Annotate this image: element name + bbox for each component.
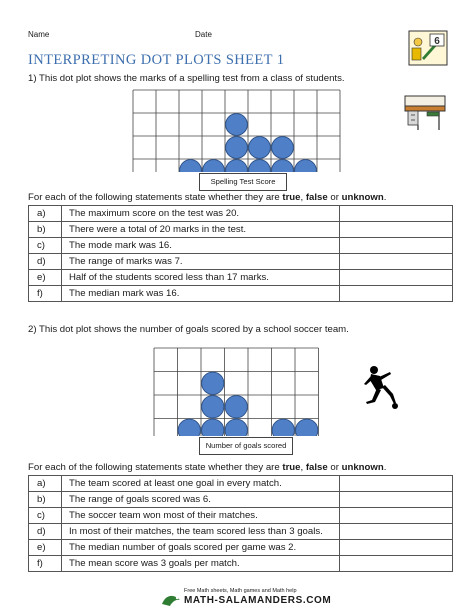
dot-plot-spelling-scores [125, 86, 355, 172]
statement-row [29, 524, 453, 540]
q2-answer-cell[interactable] [340, 556, 453, 572]
dot-mark [180, 160, 202, 172]
axis-caption-spelling: Spelling Test Score [199, 173, 287, 191]
statement-label: b) [29, 222, 62, 238]
statement-row [29, 222, 453, 238]
statement-label: f) [29, 286, 62, 302]
q1-answer-cell[interactable] [340, 206, 453, 222]
school-desk-icon [403, 94, 449, 134]
page-title: INTERPRETING DOT PLOTS SHEET 1 [28, 52, 285, 68]
q1-answer-cell[interactable] [340, 286, 453, 302]
dot-mark [226, 137, 248, 159]
statement-text: The range of goals scored was 6. [62, 492, 340, 508]
salamander-logo-icon [160, 590, 182, 610]
dot-mark [202, 372, 224, 394]
q1-answer-cell[interactable] [340, 270, 453, 286]
footer-logo[interactable] [160, 588, 350, 610]
dot-plot-goals-scored [150, 344, 325, 436]
dot-mark [226, 114, 248, 136]
statement-text: The maximum score on the test was 20. [62, 206, 340, 222]
axis-caption-goals: Number of goals scored [199, 437, 293, 455]
dot-mark [272, 137, 294, 159]
statement-text: Half of the students scored less than 17 marks. [62, 270, 340, 286]
q1-answer-cell[interactable] [340, 238, 453, 254]
question-2-instruction: For each of the following statements state whether they are true, false or unknown. [28, 462, 387, 473]
statement-label: a) [29, 206, 62, 222]
dot-mark [178, 419, 200, 436]
statement-label: e) [29, 540, 62, 556]
dot-mark [203, 160, 225, 172]
statement-row [29, 254, 453, 270]
dot-mark [249, 160, 271, 172]
statement-row [29, 286, 453, 302]
dot-mark [272, 419, 294, 436]
statement-row [29, 508, 453, 524]
statement-text: The median number of goals scored per game was 2. [62, 540, 340, 556]
dot-mark [202, 396, 224, 418]
q1-answer-cell[interactable] [340, 222, 453, 238]
statement-text: The team scored at least one goal in every match. [62, 476, 340, 492]
statement-text: The mean score was 3 goals per match. [62, 556, 340, 572]
q2-answer-cell[interactable] [340, 540, 453, 556]
date-label: Date [195, 30, 212, 39]
dot-mark [249, 137, 271, 159]
statement-row [29, 270, 453, 286]
statement-label: c) [29, 238, 62, 254]
dot-mark [225, 419, 247, 436]
dot-mark [226, 160, 248, 172]
statement-label: c) [29, 508, 62, 524]
dot-mark [296, 419, 318, 436]
question-1-instruction: For each of the following statements state whether they are true, false or unknown. [28, 192, 387, 203]
question-2-prompt: 2) This dot plot shows the number of goals scored by a school soccer team. [28, 324, 349, 335]
statement-row [29, 238, 453, 254]
statements-table-1 [28, 205, 453, 302]
soccer-player-silhouette-icon [362, 364, 402, 410]
statement-label: a) [29, 476, 62, 492]
q2-answer-cell[interactable] [340, 524, 453, 540]
statement-label: f) [29, 556, 62, 572]
dot-mark [272, 160, 294, 172]
grade-badge-number: 6 [434, 36, 440, 47]
statement-label: b) [29, 492, 62, 508]
statement-row [29, 540, 453, 556]
statement-text: The range of marks was 7. [62, 254, 340, 270]
statement-label: d) [29, 524, 62, 540]
q2-answer-cell[interactable] [340, 476, 453, 492]
statement-text: In most of their matches, the team scored less than 3 goals. [62, 524, 340, 540]
statement-text: There were a total of 20 marks in the test. [62, 222, 340, 238]
statement-label: e) [29, 270, 62, 286]
footer-tagline: Free Math sheets, Math games and Math help [184, 588, 297, 594]
statement-text: The mode mark was 16. [62, 238, 340, 254]
footer-logo-text: MATH-SALAMANDERS.COM [184, 595, 332, 606]
statements-table-2 [28, 475, 453, 572]
dot-mark [225, 396, 247, 418]
q2-answer-cell[interactable] [340, 492, 453, 508]
statement-label: d) [29, 254, 62, 270]
question-1-prompt: 1) This dot plot shows the marks of a spelling test from a class of students. [28, 73, 345, 84]
statement-text: The soccer team won most of their matches. [62, 508, 340, 524]
statement-row [29, 556, 453, 572]
dot-mark [202, 419, 224, 436]
q2-answer-cell[interactable] [340, 508, 453, 524]
statement-row [29, 206, 453, 222]
statement-row [29, 492, 453, 508]
dot-mark [295, 160, 317, 172]
math-salamander-grade-badge-icon [408, 30, 448, 66]
name-label: Name [28, 30, 50, 39]
statement-row [29, 476, 453, 492]
q1-answer-cell[interactable] [340, 254, 453, 270]
statement-text: The median mark was 16. [62, 286, 340, 302]
